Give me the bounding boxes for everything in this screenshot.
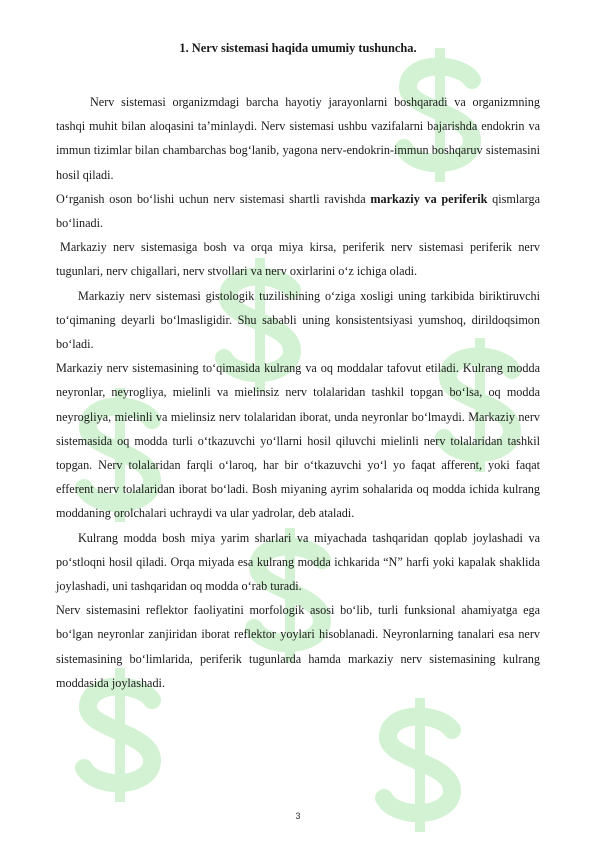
paragraph-histology: Markaziy nerv sistemasi gistologik tuzilishining o‘ziga xosligi uning tarkibida biriktiruvchi to‘qimaning deyarli bo‘lmasligidir. Shu sababli uning konsistentsiyasi yumshoq, dirildoqsimon bo‘ladi.: [56, 288, 540, 352]
division-text-before: O‘rganish oson bo‘lishi uchun nerv sistemasi shartli ravishda: [56, 191, 371, 206]
section-title: 1. Nerv sistemasi haqida umumiy tushuncha.: [179, 41, 417, 55]
division-text-bold: markaziy va periferik: [370, 191, 488, 206]
paragraph-grey-matter-location: Kulrang modda bosh miya yarim sharlari va miyachada tashqaridan qoplab joylashadi va po‘stloqni hosil qiladi. Orqa miyada esa kulrang modda ichkarida “N” harfi yoki kapalak shaklida joylashadi, uni tashqaridan oq modda o‘rab turadi.: [56, 530, 540, 594]
paragraph-central-peripheral: Markaziy nerv sistemasiga bosh va orqa miya kirsa, periferik nerv sistemasi periferik nerv tugunlari, nerv chigallari, nerv stvollari va nerv oxirlarini o‘z ichiga oladi.: [56, 240, 540, 279]
paragraph-intro: Nerv sistemasi organizmdagi barcha hayotiy jarayonlarni boshqaradi va organizmning tashqi muhit bilan aloqasini ta’minlaydi. Nerv sistemasi ushbu vazifalarni bajarishda endokrin va immun tizimlar bilan chambarchas bog‘lanib, yagona nerv-endokrin-immun boshqaruv sistemasini hosil qiladi.: [56, 95, 540, 182]
document-body: [56, 90, 540, 695]
paragraph-reflex-arc: Nerv sistemasini reflektor faoliyatini morfologik asosi bo‘lib, turli funksional ahamiyatga ega bo‘lgan neyronlar zanjiridan iborat reflektor yoylari hisoblanadi. Neyronlarning tanalari esa nerv sistemasining bo‘limlarida, periferik tugunlarda hamda markaziy nerv sistemasining kulrang moddasida joylashadi.: [56, 603, 540, 690]
page-number: 3: [295, 811, 301, 821]
paragraph-grey-white-matter: Markaziy nerv sistemasining to‘qimasida kulrang va oq moddalar tafovut etiladi. Kulrang modda neyronlar, neyrogliya, mielinli va mielinsiz nerv tolalaridan tashkil topgan bo‘lsa, oq modda neyrogliya, mielinli va mielinsiz nerv tolalaridan iborat, unda neyronlar bo‘lmaydi. Markaziy nerv sistemasida oq modda turli o‘tkazuvchi yo‘llarni hosil qiluvchi mielinli nerv tolalaridan tashkil topgan. Nerv tolalaridan farqli o‘laroq, har bir o‘tkazuvchi yo‘l yo faqat afferent, yoki faqat efferent nerv tolalaridan iborat bo‘ladi. Bosh miyaning ayrim sohalarida oq modda ichida kulrang moddaning orolchalari uchraydi va ular yadrolar, deb ataladi.: [56, 361, 540, 521]
paragraph-division: [56, 187, 540, 235]
division-text-after: qismlarga bo‘linadi.: [56, 191, 540, 231]
